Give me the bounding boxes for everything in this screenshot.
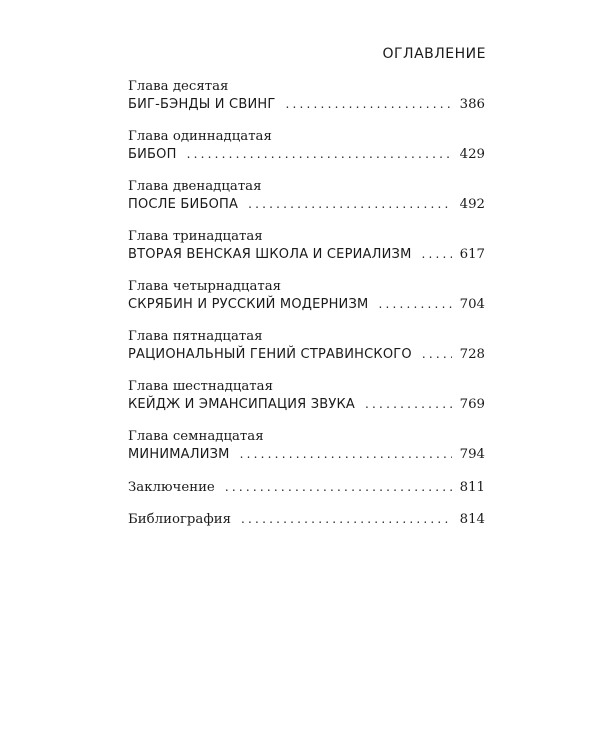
chapter-title: КЕЙДЖ И ЭМАНСИПАЦИЯ ЗВУКА <box>128 397 356 412</box>
toc-entry-conclusion[interactable] <box>128 478 485 497</box>
chapter-title: МИНИМАЛИЗМ <box>128 447 230 462</box>
chapter-title: БИБОП <box>128 147 177 162</box>
dot-leader <box>187 145 452 164</box>
chapter-title: ПОСЛЕ БИБОПА <box>128 197 239 212</box>
toc-entry-chapter-17[interactable] <box>128 428 485 464</box>
dot-leader <box>378 295 451 314</box>
toc-line <box>128 245 485 264</box>
chapter-label: Глава семнадцатая <box>128 429 264 444</box>
toc-entry-chapter-11[interactable] <box>128 128 485 164</box>
toc-entry-chapter-16[interactable] <box>128 378 485 414</box>
toc-entry-chapter-12[interactable] <box>128 178 485 214</box>
page-number: 811 <box>459 480 485 495</box>
chapter-label: Глава четырнадцатая <box>128 279 282 294</box>
toc-line <box>128 145 485 164</box>
toc-line <box>128 395 485 414</box>
page-number: 386 <box>459 97 485 112</box>
chapter-title: ВТОРАЯ ВЕНСКАЯ ШКОЛА И СЕРИАЛИЗМ <box>128 247 412 262</box>
toc-line <box>128 510 485 529</box>
toc-entry-chapter-15[interactable] <box>128 328 485 364</box>
dot-leader <box>285 95 451 114</box>
chapter-label: Глава одиннадцатая <box>128 129 272 144</box>
chapter-label: Глава тринадцатая <box>128 229 263 244</box>
table-of-contents <box>128 78 485 542</box>
section-title: Библиография <box>128 512 232 527</box>
toc-line <box>128 95 485 114</box>
toc-entry-bibliography[interactable] <box>128 510 485 529</box>
toc-line <box>128 195 485 214</box>
chapter-label: Глава шестнадцатая <box>128 379 273 394</box>
toc-entry-chapter-14[interactable] <box>128 278 485 314</box>
dot-leader <box>240 445 452 464</box>
page-number: 704 <box>459 297 485 312</box>
dot-leader <box>241 510 452 529</box>
section-title: Заключение <box>128 480 215 495</box>
page-number: 814 <box>459 512 485 527</box>
dot-leader <box>248 195 452 214</box>
dot-leader <box>421 245 451 264</box>
page-number: 794 <box>459 447 485 462</box>
toc-entry-chapter-10[interactable] <box>128 78 485 114</box>
toc-line <box>128 478 485 497</box>
page-number: 492 <box>459 197 485 212</box>
toc-line <box>128 345 485 364</box>
page-number: 769 <box>459 397 485 412</box>
chapter-title: БИГ-БЭНДЫ И СВИНГ <box>128 97 276 112</box>
page-number: 429 <box>459 147 485 162</box>
dot-leader <box>365 395 452 414</box>
chapter-title: СКРЯБИН И РУССКИЙ МОДЕРНИЗМ <box>128 297 369 312</box>
chapter-label: Глава двенадцатая <box>128 179 262 194</box>
toc-line <box>128 445 485 464</box>
page-number: 728 <box>459 347 485 362</box>
chapter-label: Глава десятая <box>128 79 229 94</box>
chapter-label: Глава пятнадцатая <box>128 329 263 344</box>
dot-leader <box>225 478 452 497</box>
dot-leader <box>422 345 452 364</box>
toc-line <box>128 295 485 314</box>
chapter-title: РАЦИОНАЛЬНЫЙ ГЕНИЙ СТРАВИНСКОГО <box>128 347 412 362</box>
page-number: 617 <box>459 247 485 262</box>
running-header: ОГЛАВЛЕНИЕ <box>382 46 486 62</box>
toc-entry-chapter-13[interactable] <box>128 228 485 264</box>
